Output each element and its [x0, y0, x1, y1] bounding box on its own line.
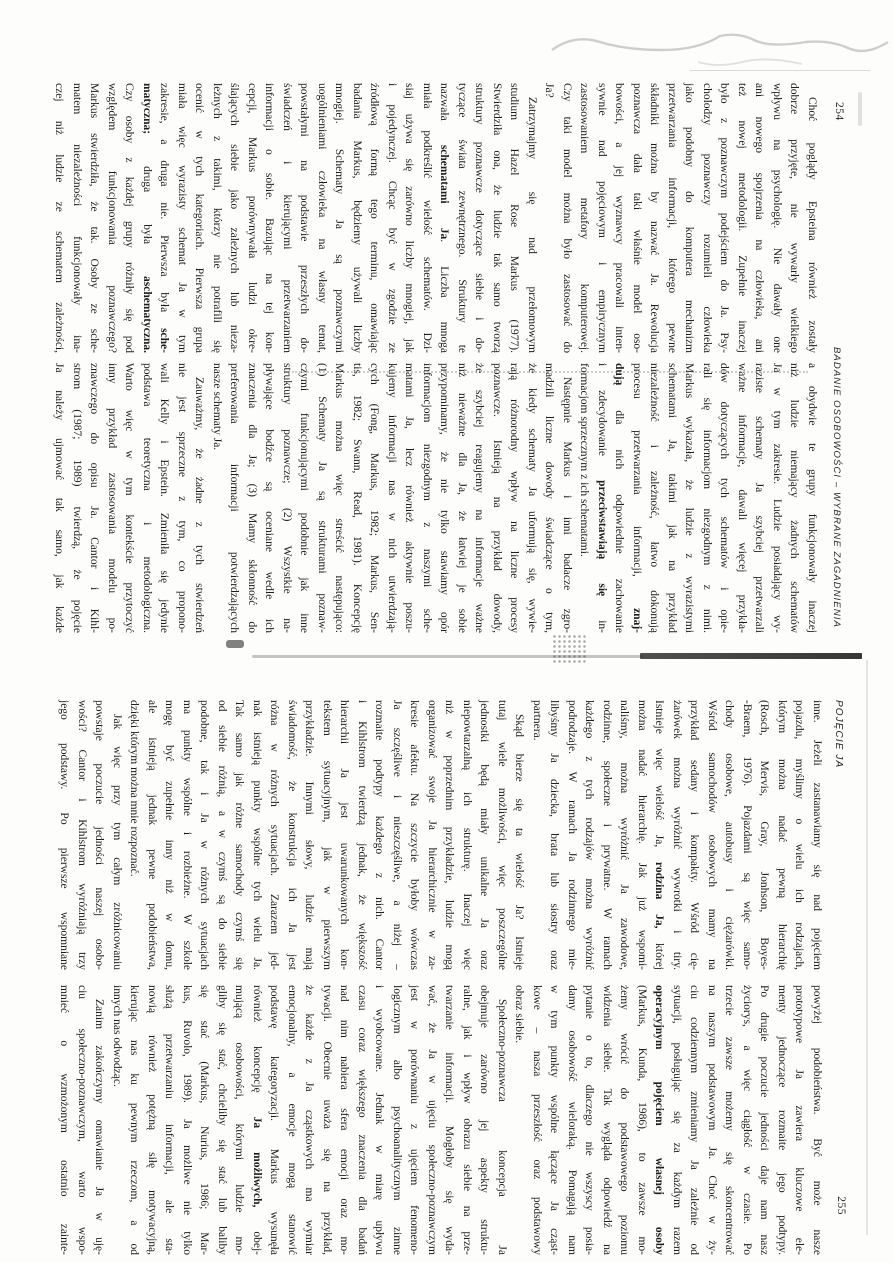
text-line: cych (Fong, Markus, 1982; Markus, Sen-: [368, 363, 381, 633]
text-line: nak istnieją punkty wspólne tych wielu Ja.: [251, 700, 263, 970]
text-line: Istnieje więc wielość Ja, rodzina Ja, której: [653, 700, 666, 971]
text-line: tis, 1982; Swann, Read, 1981). Koncepcję: [351, 363, 363, 633]
gutter-speckle-smudge: [552, 634, 586, 664]
text-line: nie jest sprzeczne z tym, co propono-: [176, 363, 188, 633]
text-line: i wyobcowane. Jednak w miarę upływu: [373, 985, 386, 1255]
text-line: matyczna; druga była aschematyczna.: [141, 83, 153, 353]
text-line: nazwała schematami Ja. Liczba mnoga: [438, 83, 451, 354]
text-line: każdego z tych rodzajów można wyróżnić: [583, 700, 596, 970]
gutter-shadow-dark: [640, 653, 862, 659]
text-line: ani nowego spojrzenia na człowieka, ani: [753, 83, 766, 353]
text-line: cholodzy poznawczy rozumieli człowieka: [701, 83, 713, 353]
text-line: nad nim nabiera sfera emocji oraz mo-: [338, 985, 351, 1255]
text-line: czymi funkcjonującymi podobnie jak inne: [298, 363, 311, 633]
text-line: w tym punkty wspólne łączące Ja cząst-: [548, 985, 561, 1255]
text-line: tywacji. Obecnie uważa się na przykład,: [321, 985, 333, 1255]
text-line: przykład sedany i kompakty. Wśród cię-: [688, 700, 701, 970]
text-line: Markus wykazała, że ludzie z wyrazistymi: [683, 363, 696, 633]
text-line: Zanim zakończymy omawianie Ja w uję-: [93, 999, 106, 1255]
text-line: pływające bodźce są oceniane wedle ich: [263, 363, 276, 633]
text-line: -Braem, 1976). Pojazdami są więc samo-: [741, 700, 753, 970]
text-line: Ja?: [543, 83, 556, 98]
text-line: dują dla nich odpowiednie zachowanie: [613, 363, 626, 633]
text-line: obejmuje zarówno jej aspekty struktu-: [478, 985, 491, 1255]
text-line: Społeczno-poznawcza koncepcja Ja: [496, 999, 508, 1255]
text-line: życiorys, a więc ciągłość w czasie. Po: [741, 985, 753, 1255]
text-line: znawczego do opisu Ja. Cantor i Kihl-: [88, 363, 101, 633]
text-line: również koncepcję Ja możliwych, obej-: [251, 985, 263, 1255]
page-edge-smudge: [858, 92, 862, 126]
text-line: ma punkty wspólne i rozbieżne. W szkole: [181, 700, 193, 970]
text-line: podobne, tak i Ja w różnych sytuacjach: [198, 700, 211, 970]
text-line: miała więc wyrazisty schemat Ja w tym: [176, 83, 188, 353]
page-edge-line: [866, 660, 868, 1235]
text-line: Ja w tym zakresie. Ludzie posiadający wy-: [771, 363, 783, 633]
text-line: struktury poznawcze dotyczące siebie i do-: [473, 83, 486, 353]
text-line: Następnie Markus i inni badacze zgro-: [561, 377, 573, 633]
text-line: czasu coraz większego znaczenia dla badań: [356, 985, 368, 1255]
text-line: trzecie zawsze możemy się skoncentrować: [723, 985, 736, 1255]
text-line: kresie afektu. Na szczycie byłoby wówczas: [408, 700, 421, 970]
text-line: Tak samo jak różne samochody czymś się: [233, 700, 246, 970]
text-line: Zatrzymajmy się nad przełomowym: [526, 97, 538, 353]
text-line: Czy osoby z każdej grupy różniły się pod: [123, 83, 136, 353]
text-line: organizować swoje Ja hierarchicznie w za-: [426, 700, 438, 970]
text-line: przykładzie. Innymi słowy, ludzie mają: [303, 700, 316, 970]
text-line: podstawę kategoryzacji. Markus wysunęła: [268, 985, 281, 1255]
text-line: ślających siebie jako zależnych lub nieza-: [228, 83, 241, 353]
text-line: tyczące świata zewnętrznego. Struktury te: [456, 83, 468, 353]
text-line: niepowtarzalną ich strukturę. Inaczej więc: [461, 700, 473, 970]
text-line: uogólnieniami człowieka na własny temat,: [316, 83, 328, 353]
text-line: badania Markus, będziemy używali liczby: [351, 83, 363, 353]
text-line: jako podobny do komputera mechanizm: [683, 83, 696, 353]
page-254: [50, 78, 845, 638]
text-line: Po drugie poczucie jedności daje nam nasz: [758, 985, 771, 1255]
text-line: mującą osobowości, którymi ludzie mo-: [233, 985, 246, 1255]
text-line: jednostki będą miały unikalne Ja oraz: [478, 700, 491, 970]
text-line: Stwierdziła ona, że ludzie tak samo tworzą: [491, 83, 503, 353]
page-number-254: 254: [833, 102, 845, 121]
text-line: niż ludzie niemający żadnych schematów: [788, 363, 801, 633]
text-line: operacyjnym pojęciem własnej osoby: [653, 985, 666, 1255]
text-line: względem funkcjonowania poznawczego?: [106, 83, 118, 353]
text-line: zakresie, a druga nie. Pierwsza była sche-: [158, 83, 171, 353]
text-line: różna w różnych sytuacjach. Zarazem jed-: [268, 700, 281, 970]
text-columns-254: [50, 83, 820, 633]
text-line: informacji o sobie. Bazując na tej kon-: [263, 83, 276, 353]
text-line: wali Kelly i Epstein. Zmieniła się jedynie: [158, 363, 171, 633]
text-line: Choć poglądy Epsteina również zostały: [806, 97, 818, 353]
text-line: mnogiej. Schematy Ja są poznawczymi: [333, 83, 346, 353]
text-line: powstałymi na podstawie przeszłych do-: [298, 83, 311, 353]
text-line: formacjom sprzecznym z ich schematami.: [578, 363, 591, 557]
text-line: prototypowe Ja zawiera kluczowe ele-: [793, 985, 806, 1255]
text-line: niż nieważne dla Ja, że łatwiej je sobie: [456, 363, 468, 633]
text-line: podstawa teoretyczna i metodologiczna.: [141, 363, 153, 633]
running-head-255: POJĘCIE JA: [833, 700, 844, 769]
text-line: Zauważmy, że żadne z tych stwierdzeń: [193, 377, 206, 633]
text-line: gliby się stać, chcieliby się stać lub baliby: [216, 985, 228, 1255]
text-line: źródłową formą tego terminu, omawiając: [368, 83, 381, 353]
text-line: naliśmy, można wyróżnić Ja zawodowe,: [618, 700, 631, 970]
text-line: Ja szczęśliwe i nieszczęśliwe, a niżej –: [391, 700, 403, 970]
text-line: inny przykład zastosowania modelu po-: [106, 363, 118, 633]
text-line: pytanie o to, dlaczego nie wszyscy posia-: [583, 985, 596, 1255]
text-line: zastosowaniem metafory komputerowej.: [578, 83, 591, 353]
text-line: strom (1987; 1989) twierdzą, że pojęcie: [71, 363, 83, 633]
text-line: wości? Cantor i Kihlstrom wyróżniają trzy: [76, 700, 88, 970]
text-line: schematami Ja, takimi jak na przykład: [666, 363, 678, 633]
page-number-255: 255: [835, 1196, 847, 1215]
text-line: Warto więc w tym kontekście przytoczyć: [123, 363, 136, 633]
text-line: i zdecydowanie przeciwstawiają się in-: [596, 363, 608, 633]
text-line: poznawcze. Istnieją na przykład dowody,: [491, 363, 503, 633]
text-line: preferowania informacji potwierdzających: [228, 363, 241, 633]
text-line: Ja należy ujmować tak samo, jak każde: [53, 363, 66, 633]
text-line: kowe – nasza przeszłość oraz podstawowy: [531, 985, 543, 1255]
text-line: twarzanie informacji. Mogłoby się wyda-: [443, 985, 456, 1255]
text-line: na naszym podstawowym Ja. Choć w ży-: [706, 985, 718, 1255]
column-left-254: [50, 83, 820, 353]
column-right-255: [55, 985, 825, 1255]
text-line: dobrze przyjęte, nie wywarły wielkiego: [788, 83, 801, 353]
text-line: rają różnorodny wpływ na liczne procesy: [508, 363, 521, 633]
text-line: i pojedynczej. Chcąc być w zgodzie ze: [386, 83, 398, 353]
text-line: rali się informacjom niezgodnym z nimi.: [701, 363, 713, 633]
text-line: można nadać hierarchię. Jak już wspomi-: [636, 700, 648, 970]
text-line: studium Hazel Rose Markus (1977).: [508, 83, 521, 353]
text-line: tekstem sytuacyjnym, jak w pierwszym: [321, 700, 333, 970]
text-line: chody osobowe, autobusy i ciężarówki.: [723, 700, 736, 970]
text-line: niezależność i zależność, łatwo dokonują: [648, 363, 661, 633]
text-line: żemy wrócić do podstawowego poziomu: [618, 985, 631, 1255]
text-line: rodzinne, społeczne i prywatne. W ramach: [601, 700, 613, 970]
text-line: tutaj wiele możliwości, więc poszczególne: [496, 700, 508, 970]
text-line: poznawcza dała taki właśnie model oso-: [631, 83, 643, 353]
text-line: struktury poznawcze; (2) Wszystkie na-: [281, 363, 293, 633]
text-line: damy osobowość wieloraką. Pomagają nam: [566, 985, 578, 1255]
text-line: od siebie różnią, a w czymś są do siebie: [216, 700, 228, 970]
text-line: pojazdu, myślimy o wielu ich rodzajach,: [793, 700, 806, 970]
text-line: mogę być zupełnie inny niż w domu,: [163, 700, 176, 970]
text-line: procesu przetwarzania informacji, znaj-: [631, 363, 643, 633]
text-columns-255: [55, 700, 825, 1255]
column-left-255: [55, 700, 825, 970]
text-line: cepcji, Markus porównywała ludzi okre-: [246, 83, 258, 353]
text-line: nowią również potężną siłę motywacyjną,: [146, 985, 158, 1255]
text-line: wać, że Ja w ujęciu społeczno-poznawczym: [426, 985, 438, 1255]
text-line: powyżej podobieństwa. Być może nasze: [811, 985, 823, 1255]
text-line: (Rosch, Mervis, Gray, Jonhson, Boyes-: [758, 700, 771, 970]
text-line: madzili liczne dowody świadczące o tym,: [543, 363, 556, 633]
text-line: (1) Schematy Ja są strukturami poznaw-: [316, 363, 328, 633]
text-line: nasze schematy Ja.: [211, 363, 223, 451]
text-line: powstaje poczucie jedności naszej osobo-: [93, 700, 106, 970]
text-line: przetwarzania informacji, którego pewne: [666, 83, 678, 353]
text-line: matem niezależności funkcjonowały ina-: [71, 83, 83, 353]
text-line: służą przetwarzaniu informacji, ale sta-: [163, 985, 176, 1255]
text-line: jest w porównaniu z ujęciem fenomeno-: [408, 985, 421, 1255]
text-line: kujemy informacji nas w nich utwierdzają-: [386, 363, 398, 633]
text-line: rozmaite podtypy każdego z nich. Cantor: [373, 700, 386, 970]
text-line: sywnie nad pojęciowym i empirycznym: [596, 83, 608, 353]
text-line: przypominamy, że nie tylko stawiamy opór: [438, 363, 451, 633]
pencil-squiggle-artifact: [548, 18, 893, 78]
text-line: widzenia siebie. Tak wygląda odpowiedź na: [601, 985, 613, 1255]
text-line: Wśród samochodów osobowych mamy na: [706, 700, 718, 970]
text-line: informacjom niezgodnym z naszymi sche-: [421, 363, 433, 633]
text-line: ważne informacje, dawali więcej przykła-: [736, 363, 748, 633]
text-line: którym można nadać pewną hierarchię: [776, 700, 788, 970]
text-line: czej niż ludzie ze schematem zależności,: [53, 83, 66, 353]
text-line: libyśmy Ja dziecka, brata lub siostry oraz: [548, 700, 561, 970]
text-line: świadczeń i kierującymi przetwarzaniem: [281, 83, 293, 353]
text-line: żarówek można wyróżnić wywrotki i tiry.: [671, 700, 683, 970]
text-line: świadomość, że konstrukcja ich Ja jest: [286, 700, 298, 970]
text-line: raziste schematy Ja szybciej przetwarzali: [753, 363, 766, 633]
text-line: leżnych z takimi, którzy nie potrafili się: [211, 83, 223, 353]
text-line: mnieć o wzmożonym ostatnio zainte-: [58, 985, 71, 1255]
running-head-254: BADANIE OSOBOWOŚCI – WYBRANE ZAGADNIENIA: [831, 346, 842, 628]
text-line: że kiedy schematy Ja uformują się, wywie-: [526, 363, 538, 633]
text-line: (Markus, Kunda, 1986), to zawsze mo-: [636, 985, 648, 1255]
text-line: ciu społeczno-poznawczym, warto wspo-: [76, 985, 88, 1255]
text-line: matami Ja, lecz również aktywnie poszu-: [403, 363, 416, 633]
text-line: bowości, a jej wyznawcy pracowali inten-: [613, 83, 626, 353]
text-line: hierarchii Ja jest uwarunkowanych kon-: [338, 700, 351, 970]
text-line: ocenić w tych kategoriach. Pierwsza grupa: [193, 83, 206, 353]
text-line: niż w poprzednim przykładzie, ludzie mogą: [443, 700, 456, 970]
text-line: Jak więc przy tym całym zróżnicowaniu: [111, 714, 123, 970]
text-line: było z poznawczym podejściem do Ja. Psy-: [718, 83, 731, 353]
text-line: wpływu na psychologię. Nie dawały one: [771, 83, 783, 353]
gutter-ink-mark: [226, 640, 244, 648]
text-line: składniki można by nazwać Ja. Rewolucja: [648, 83, 661, 353]
column-gap-dot-artifacts: [292, 371, 808, 373]
text-line: inne. Jeżeli zastanawiamy się nad pojęciem: [811, 700, 823, 970]
text-line: podrodzaje. W ramach Ja rodzinnego mie-: [566, 700, 578, 970]
text-line: logicznym albo psychoanalitycznym zimne: [391, 985, 403, 1255]
text-line: partnera.: [531, 700, 543, 741]
text-line: miała podkreślić wielość schematów. Dzi-: [421, 83, 433, 353]
text-line: też nowej metodologii. Zupełnie inaczej: [736, 83, 748, 353]
text-line: obraz siebie.: [513, 985, 526, 1044]
page-255: [40, 650, 845, 1263]
text-line: menty jednoczące rozmaite jego podtypy.: [776, 985, 788, 1255]
text-line: znaczenia dla Ja; (3) Mamy skłonność do: [246, 363, 258, 633]
text-line: Czy taki model można było zastosować do: [561, 83, 573, 353]
text-line: że szybciej reagujemy na informacje ważne: [473, 363, 486, 633]
text-line: Markus stwierdziła, że tak. Osoby ze sche-: [88, 83, 101, 353]
text-line: Skąd bierze się ta wielość Ja? Istnieje: [513, 714, 526, 970]
text-line: się stać (Markus, Nurius, 1986; Mar-: [198, 985, 211, 1255]
text-line: ralne, jak i wpływ obrazu siebie na prze-: [461, 985, 473, 1255]
text-line: kierując nas ku pewnym rzeczom, a od: [128, 985, 141, 1255]
text-line: kus, Ruvolo, 1989). Ja możliwe nie tylko: [181, 985, 193, 1255]
text-line: dów dotyczących tych schematów i opie-: [718, 363, 731, 633]
text-line: a obydwie te grupy funkcjonowały inaczej: [806, 363, 818, 633]
text-line: Markus można więc streścić następująco:: [333, 363, 346, 633]
text-line: i Kihlstrom twierdzą jednak, że większość: [356, 700, 368, 970]
text-line: emocjonalny, a emocje mogą stanowić: [286, 985, 298, 1255]
text-line: innych nas odwodząc.: [111, 985, 123, 1087]
text-line: jego podstawy. Po pierwsze wspomniane: [58, 700, 71, 970]
text-line: siaj używa się zarówno liczby mnogiej, jak: [403, 83, 416, 353]
text-line: ale istnieją jednak pewne podobieństwa,: [146, 700, 158, 970]
text-line: sytuacji, posługując się za każdym razem: [671, 985, 683, 1255]
text-line: ciu codziennym zmieniamy Ja zależnie od: [688, 985, 701, 1255]
text-line: że każde z Ja cząstkowych ma wymiar: [303, 985, 316, 1255]
text-line: dzięki którym można mnie rozpoznać.: [128, 700, 141, 877]
column-right-254: [50, 363, 820, 633]
